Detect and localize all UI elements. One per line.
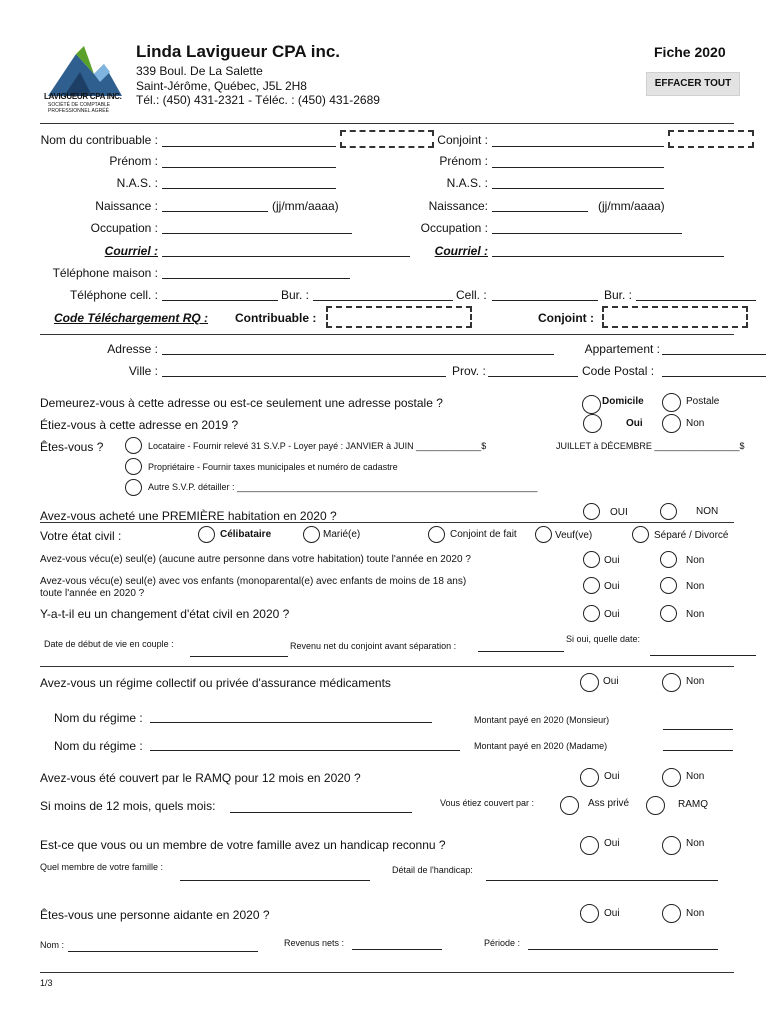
label-naissance: Naissance :: [95, 199, 158, 213]
label-marie: Marié(e): [323, 529, 361, 540]
company-name: Linda Lavigueur CPA inc.: [136, 42, 341, 61]
label-code-rq: Code Téléchargement RQ :: [54, 311, 209, 325]
label-ramq-couverture: RAMQ: [678, 799, 708, 810]
label-conjoint-rq: Conjoint :: [538, 311, 594, 325]
quel-membre-field[interactable]: [180, 880, 370, 881]
radio-2019-non[interactable]: [662, 414, 681, 433]
radio-regime-non[interactable]: [662, 673, 681, 692]
radio-autre[interactable]: [125, 479, 142, 496]
label-autre: Autre S.V.P. détailler : ____________________________________________________________: [148, 482, 538, 492]
radio-premiere-non[interactable]: [660, 503, 677, 520]
question-changement-etat: Y-a-t-il eu un changement d'état civil en 2020 ?: [40, 607, 290, 621]
radio-marie[interactable]: [303, 526, 320, 543]
label-periode: Période :: [484, 938, 521, 948]
radio-2019-oui[interactable]: [583, 414, 602, 433]
radio-separe[interactable]: [632, 526, 649, 543]
label-tel-cell: Téléphone cell. :: [69, 288, 158, 302]
label-conjoint-fait: Conjoint de fait: [450, 529, 517, 540]
nom-regime-field[interactable]: [150, 722, 432, 723]
prov-field[interactable]: [488, 376, 578, 377]
label-bur2: Bur. :: [604, 288, 633, 302]
label-aidante-oui: Oui: [604, 908, 620, 919]
radio-aidante-non[interactable]: [662, 904, 681, 923]
question-adresse-2019: Étiez-vous à cette adresse en 2019 ?: [40, 418, 239, 432]
question-handicap: Est-ce que vous ou un membre de votre famille avez un handicap reconnu ?: [40, 838, 446, 852]
label-nom-regime: Nom du régime :: [54, 711, 143, 725]
label-2019-non: Non: [686, 418, 705, 429]
naissance-format: (jj/mm/aaaa): [272, 199, 339, 213]
si-oui-date-field[interactable]: [650, 655, 756, 656]
label-nas2: N.A.S. :: [446, 176, 488, 190]
nom-regime2-field[interactable]: [150, 750, 460, 751]
conjoint-bur-field[interactable]: [636, 300, 756, 301]
company-logo: [44, 42, 124, 114]
radio-veuf[interactable]: [535, 526, 552, 543]
company-address2: Saint-Jérôme, Québec, J5L 2H8: [136, 79, 307, 93]
radio-changement-oui[interactable]: [583, 605, 600, 622]
label-courriel: Courriel :: [104, 244, 158, 258]
label-date-debut-couple: Date de début de vie en couple :: [44, 639, 174, 649]
question-etes-vous: Êtes-vous ?: [40, 440, 104, 454]
question-adresse-postale: Demeurez-vous à cette adresse ou est-ce seulement une adresse postale ?: [40, 396, 443, 410]
label-conjoint: Conjoint :: [437, 133, 488, 147]
radio-seul-non[interactable]: [660, 551, 677, 568]
label-seul-oui: Oui: [604, 555, 620, 566]
label-etat-civil: Votre état civil :: [40, 529, 122, 543]
logo-sub1: SOCIÉTÉ DE COMPTABLE: [48, 102, 111, 108]
tel-bur-field[interactable]: [313, 300, 453, 301]
label-premiere-oui: OUI: [610, 507, 628, 518]
radio-ramq-couverture[interactable]: [646, 796, 665, 815]
nom-aide-field[interactable]: [68, 951, 258, 952]
label-occupation: Occupation :: [90, 221, 158, 235]
naissance-format2: (jj/mm/aaaa): [598, 199, 665, 213]
label-prenom2: Prénom :: [439, 154, 488, 168]
label-ramq-oui: Oui: [604, 771, 620, 782]
occupation-conjoint-field[interactable]: [492, 233, 682, 234]
label-prov: Prov. :: [452, 364, 486, 378]
radio-handicap-oui[interactable]: [580, 836, 599, 855]
label-handicap-oui: Oui: [604, 838, 620, 849]
clear-all-button[interactable]: EFFACER TOUT: [646, 72, 740, 96]
question-premiere-habitation: Avez-vous acheté une PREMIÈRE habitation en 2020 ?: [40, 509, 337, 523]
label-2019-oui: Oui: [626, 418, 643, 429]
radio-celibataire[interactable]: [198, 526, 215, 543]
label-changement-non: Non: [686, 609, 705, 620]
label-mono-oui: Oui: [604, 581, 620, 592]
label-regime-oui: Oui: [603, 676, 619, 687]
nas-conjoint-field[interactable]: [492, 188, 664, 189]
label-prenom: Prénom :: [109, 154, 158, 168]
logo-name: LAVIGUEUR CPA INC.: [44, 92, 122, 101]
nom-contribuable-field[interactable]: [162, 146, 336, 147]
adresse-field[interactable]: [162, 354, 554, 355]
radio-changement-non[interactable]: [660, 605, 677, 622]
prenom-field[interactable]: [162, 167, 336, 168]
naissance-field[interactable]: [162, 211, 268, 212]
tel-cell-field[interactable]: [162, 300, 278, 301]
label-domicile: Domicile: [602, 396, 644, 407]
label-contribuable: Contribuable :: [235, 311, 317, 325]
label-mono-non: Non: [686, 581, 705, 592]
company-address1: 339 Boul. De La Salette: [136, 64, 263, 78]
label-montant-monsieur: Montant payé en 2020 (Monsieur): [474, 715, 610, 725]
radio-locataire[interactable]: [125, 437, 142, 454]
naissance-conjoint-field[interactable]: [492, 211, 588, 212]
radio-seul-oui[interactable]: [583, 551, 600, 568]
label-bur: Bur. :: [281, 288, 310, 302]
periode-field[interactable]: [528, 949, 718, 950]
detail-handicap-field[interactable]: [486, 880, 718, 881]
prenom-conjoint-field[interactable]: [492, 167, 664, 168]
label-celibataire: Célibataire: [220, 529, 272, 540]
label-nom-aide: Nom :: [40, 940, 65, 950]
label-ramq-non: Non: [686, 771, 705, 782]
label-couvert-par: Vous étiez couvert par :: [440, 798, 535, 808]
section-divider-2: [40, 522, 734, 523]
code-rq-conjoint-field[interactable]: [602, 306, 748, 328]
question-ramq: Avez-vous été couvert par le RAMQ pour 12 mois en 2020 ?: [40, 771, 361, 785]
label-detail-handicap: Détail de l'handicap:: [392, 865, 473, 875]
label-naissance2: Naissance:: [428, 199, 488, 213]
label-code-postal: Code Postal :: [582, 364, 655, 378]
radio-mono-non[interactable]: [660, 577, 677, 594]
label-veuf: Veuf(ve): [555, 530, 593, 541]
label-locataire: Locataire - Fournir relevé 31 S.V.P - Loyer payé : JANVIER à JUIN _____________$: [148, 441, 487, 451]
question-monoparental-2: toute l'année en 2020 ?: [40, 588, 145, 599]
radio-handicap-non[interactable]: [662, 836, 681, 855]
question-vecu-seul: Avez-vous vécu(e) seul(e) (aucune autre personne dans votre habitation) toute l'année en 2020 ?: [40, 554, 471, 565]
label-nom-regime2: Nom du régime :: [54, 739, 143, 753]
montant-monsieur-field[interactable]: [663, 729, 733, 730]
label-revenu-conjoint: Revenu net du conjoint avant séparation :: [290, 641, 457, 651]
label-postale: Postale: [686, 396, 720, 407]
conjoint-checkbox[interactable]: [668, 130, 754, 148]
footer-divider: [40, 972, 734, 973]
moins-12-mois-field[interactable]: [230, 812, 412, 813]
page-number: 1/3: [40, 978, 53, 988]
question-monoparental: Avez-vous vécu(e) seul(e) avec vos enfants (monoparental(e) avec enfants de moins de 18 ans): [40, 576, 467, 587]
label-nom-contribuable: Nom du contribuable :: [40, 133, 158, 147]
conjoint-cell-field[interactable]: [492, 300, 598, 301]
logo-sub2: PROFESSIONNEL AGRÉÉ: [48, 108, 109, 114]
ville-field[interactable]: [162, 376, 446, 377]
question-aidante: Êtes-vous une personne aidante en 2020 ?: [40, 908, 270, 922]
label-adresse: Adresse :: [107, 342, 158, 356]
label-juillet-decembre: JUILLET à DÉCEMBRE _________________$: [556, 441, 745, 451]
label-seul-non: Non: [686, 555, 705, 566]
montant-madame-field[interactable]: [663, 750, 733, 751]
appartement-field[interactable]: [662, 354, 766, 355]
occupation-field[interactable]: [162, 233, 352, 234]
section-divider-3: [40, 666, 734, 667]
courriel-field[interactable]: [162, 256, 410, 257]
radio-ramq-oui[interactable]: [580, 768, 599, 787]
code-rq-contribuable-field[interactable]: [326, 306, 472, 328]
revenu-conjoint-field[interactable]: [478, 651, 564, 652]
label-quel-membre: Quel membre de votre famille :: [40, 862, 164, 872]
date-debut-couple-field[interactable]: [190, 656, 288, 657]
logo-mountain-icon: [44, 42, 124, 98]
label-appartement: Appartement :: [584, 342, 660, 356]
company-phones: Tél.: (450) 431-2321 - Téléc. : (450) 431-2689: [136, 93, 380, 107]
section-divider-1: [40, 334, 734, 335]
label-moins-12-mois: Si moins de 12 mois, quels mois:: [40, 799, 216, 813]
radio-ass-prive[interactable]: [560, 796, 579, 815]
label-premiere-non: NON: [696, 506, 719, 517]
revenus-nets-field[interactable]: [352, 949, 442, 950]
label-aidante-non: Non: [686, 908, 705, 919]
label-si-oui-date: Si oui, quelle date:: [566, 634, 641, 644]
label-cell: Cell. :: [456, 288, 487, 302]
conjoint-name-field[interactable]: [492, 146, 664, 147]
radio-mono-oui[interactable]: [583, 577, 600, 594]
radio-proprietaire[interactable]: [125, 458, 142, 475]
courriel-conjoint-field[interactable]: [492, 256, 724, 257]
label-proprietaire: Propriétaire - Fournir taxes municipales et numéro de cadastre: [148, 462, 398, 472]
label-handicap-non: Non: [686, 838, 705, 849]
tel-maison-field[interactable]: [162, 278, 350, 279]
code-postal-field[interactable]: [662, 376, 766, 377]
nas-field[interactable]: [162, 188, 336, 189]
header-divider: [40, 123, 734, 124]
label-nas: N.A.S. :: [116, 176, 158, 190]
radio-regime-oui[interactable]: [580, 673, 599, 692]
label-courriel2: Courriel :: [434, 244, 488, 258]
radio-conjoint-fait[interactable]: [428, 526, 445, 543]
label-regime-non: Non: [686, 676, 705, 687]
label-occupation2: Occupation :: [420, 221, 488, 235]
label-ville: Ville :: [128, 364, 158, 378]
label-montant-madame: Montant payé en 2020 (Madame): [474, 741, 608, 751]
radio-premiere-oui[interactable]: [583, 503, 600, 520]
radio-domicile[interactable]: [582, 395, 601, 414]
label-ass-prive: Ass privé: [588, 798, 630, 809]
radio-aidante-oui[interactable]: [580, 904, 599, 923]
label-revenus-nets: Revenus nets :: [284, 938, 345, 948]
radio-ramq-non[interactable]: [662, 768, 681, 787]
question-regime-assurance: Avez-vous un régime collectif ou privée d'assurance médicaments: [40, 676, 391, 690]
label-separe: Séparé / Divorcé: [654, 530, 729, 541]
label-tel-maison: Téléphone maison :: [52, 266, 158, 280]
label-changement-oui: Oui: [604, 609, 620, 620]
radio-postale[interactable]: [662, 393, 681, 412]
form-title: Fiche 2020: [654, 44, 726, 60]
